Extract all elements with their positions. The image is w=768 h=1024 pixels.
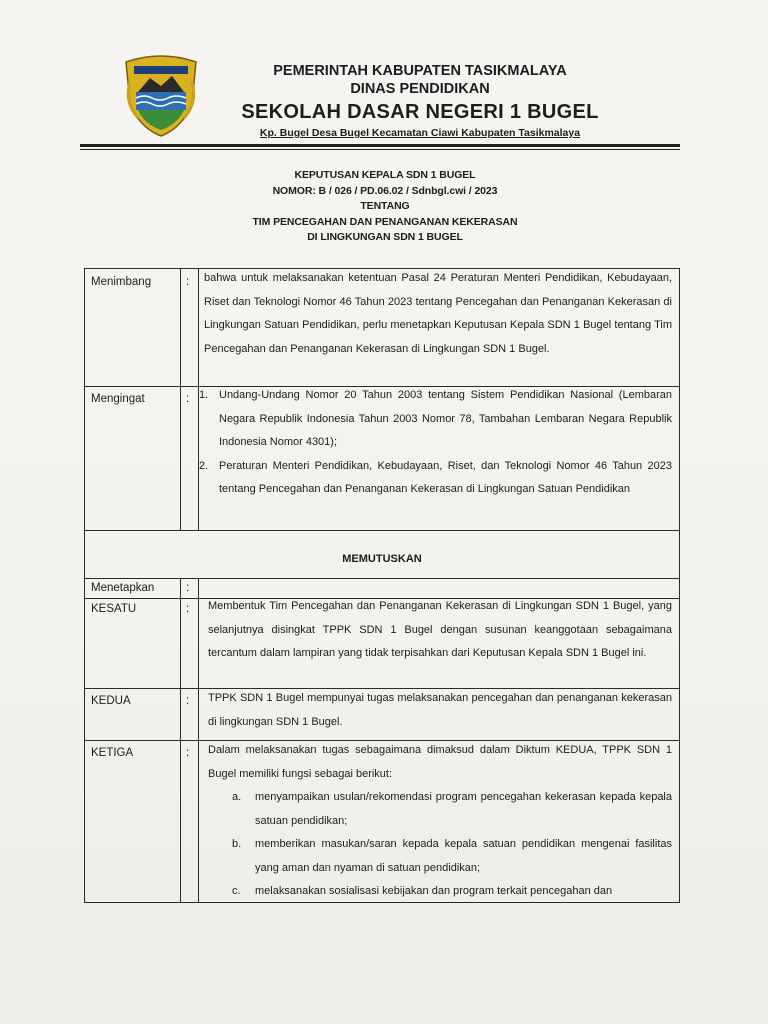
ketiga-intro: Dalam melaksanakan tugas sebagaimana dimaksud dalam Diktum KEDUA, TPPK SDN 1 Bugel memiliki fungsi sebagai berikut: <box>208 744 672 780</box>
row-label: KETIGA <box>91 747 134 759</box>
item-text: Undang-Undang Nomor 20 Tahun 2003 tentang Sistem Pendidikan Nasional (Lembaran Negara Republik Indonesia Tahun 2003 Nomor 78, Tambahan Lembaran Negara Republik Indonesia Nomor 4301); <box>219 389 672 448</box>
row-content <box>204 267 672 361</box>
item-letter: c. <box>232 885 241 897</box>
regency-logo-icon <box>120 52 202 138</box>
row-label: Menetapkan <box>91 582 155 594</box>
item-text: Peraturan Menteri Pendidikan, Kebudayaan, Riset, dan Teknologi Nomor 46 Tahun 2023 tentang Pencegahan dan Penanganan Kekerasan di Lingkungan Satuan Pendidikan <box>219 459 672 495</box>
row-colon: : <box>186 695 190 707</box>
school-address: Kp. Bugel Desa Bugel Kecamatan Ciawi Kabupaten Tasikmalaya <box>259 127 581 139</box>
table-row <box>84 268 680 387</box>
table-row <box>84 598 680 689</box>
item-letter: b. <box>232 838 242 850</box>
kesatu-text: Membentuk Tim Pencegahan dan Penanganan Kekerasan di Lingkungan SDN 1 Bugel, yang selanjutnya disingkat TPPK SDN 1 Bugel dengan susunan keanggotaan sebagaimana tercantum dalam lampiran yang tidak terpisahkan dari Keputusan Kepala SDN 1 Bugel ini. <box>208 600 672 659</box>
row-label: KEDUA <box>91 695 131 707</box>
item-number: 2. <box>199 459 209 472</box>
row-content <box>208 739 672 904</box>
government-name: PEMERINTAH KABUPATEN TASIKMALAYA <box>273 63 567 79</box>
row-content <box>199 384 672 502</box>
decree-heading: KEPUTUSAN KEPALA SDN 1 BUGEL <box>294 169 476 181</box>
memutuskan-heading: MEMUTUSKAN <box>342 553 422 565</box>
list-item <box>199 384 672 455</box>
school-name: SEKOLAH DASAR NEGERI 1 BUGEL <box>241 101 599 123</box>
table-row <box>84 530 680 579</box>
row-content <box>208 687 672 734</box>
department-name: DINAS PENDIDIKAN <box>350 81 490 97</box>
row-colon: : <box>186 603 190 615</box>
list-item <box>208 833 672 880</box>
letterhead <box>210 62 630 140</box>
decree-subject-1: TIM PENCEGAHAN DAN PENANGANAN KEKERASAN <box>252 215 518 228</box>
list-item <box>199 455 672 502</box>
decree-number: NOMOR: B / 026 / PD.06.02 / Sdnbgl.cwi / 2023 <box>272 184 498 197</box>
table-row <box>84 688 680 741</box>
row-colon: : <box>186 393 190 405</box>
table-row <box>84 386 680 531</box>
item-text: memberikan masukan/saran kepada kepala satuan pendidikan mengenai fasilitas yang aman dan nyaman di satuan pendidikan; <box>255 838 672 874</box>
item-text: melaksanakan sosialisasi kebijakan dan program terkait pencegahan dan <box>255 885 613 897</box>
table-bottom-border <box>84 902 680 903</box>
row-colon: : <box>186 747 190 759</box>
decree-subject-2: DI LINGKUNGAN SDN 1 BUGEL <box>307 231 463 243</box>
row-colon: : <box>186 582 190 594</box>
row-colon: : <box>186 276 190 288</box>
letterhead-rule-thin <box>80 149 680 150</box>
row-label: KESATU <box>91 603 137 615</box>
table-row <box>84 740 680 903</box>
list-item <box>208 880 672 904</box>
letterhead-rule-thick <box>80 144 680 147</box>
row-label: Mengingat <box>91 393 145 405</box>
row-content <box>208 595 672 666</box>
decree-about: TENTANG <box>360 200 410 212</box>
kedua-text: TPPK SDN 1 Bugel mempunyai tugas melaksanakan pencegahan dan penanganan kekerasan di lingkungan SDN 1 Bugel. <box>208 692 672 728</box>
decree-title <box>180 168 590 246</box>
menimbang-text: bahwa untuk melaksanakan ketentuan Pasal 24 Peraturan Menteri Pendidikan, Kebudayaan, Riset dan Teknologi Nomor 46 Tahun 2023 tentang Pencegahan dan Penanganan Kekerasan di Lingkungan Satuan Pendidikan, perlu menetapkan Keputusan Kepala SDN 1 Bugel tentang Tim Pencegahan dan Penanganan Kekerasan di Lingkungan SDN 1 Bugel. <box>204 272 672 355</box>
item-number: 1. <box>199 389 209 401</box>
item-text: menyampaikan usulan/rekomendasi program pencegahan kekerasan kepada kepala satuan pendidikan; <box>255 791 672 827</box>
item-letter: a. <box>232 791 242 803</box>
list-item <box>208 786 672 833</box>
row-label: Menimbang <box>91 276 152 288</box>
